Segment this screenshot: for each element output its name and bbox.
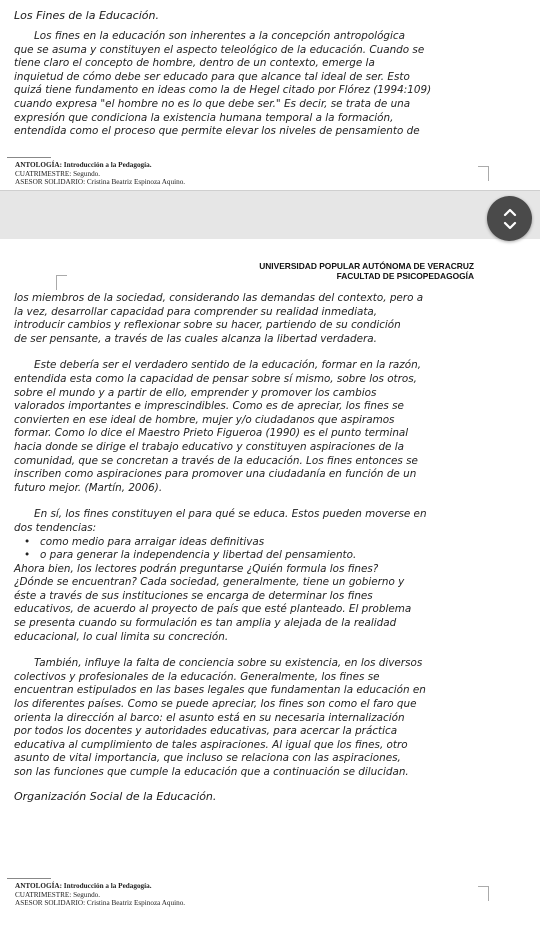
footer-asesor-label: ASESOR SOLIDARIO: bbox=[15, 178, 86, 187]
text-line: inscriben como aspiraciones para promover una ciudadanía en función de un bbox=[14, 468, 417, 481]
text-line: son las funciones que cumple la educación que a continuación se dilucidan. bbox=[14, 766, 409, 778]
footer-antologia-label: ANTOLOGÍA: bbox=[15, 882, 62, 890]
section-heading: Organización Social de la Educación. bbox=[14, 789, 217, 803]
text-line: de ser pensante, a través de las cuales alcanza la libertad verdadera. bbox=[14, 332, 377, 345]
text-line: encuentran estipulados en las bases legales que fundamentan la educación en bbox=[14, 684, 426, 697]
page-title: Los Fines de la Educación. bbox=[14, 9, 159, 22]
document-page-1 bbox=[0, 0, 540, 190]
footer-cuatrimestre-value: Segundo. bbox=[73, 890, 101, 899]
crop-mark bbox=[56, 275, 67, 290]
footer-asesor-label: ASESOR SOLIDARIO: bbox=[15, 899, 86, 908]
text-line: entendida esta como la capacidad de pensar sobre sí mismo, sobre los otros, bbox=[14, 372, 417, 385]
text-line: éste a través de sus instituciones se encarga de determinar los fines bbox=[14, 589, 373, 602]
text-line: que se asuma y constituyen el aspecto teleológico de la educación. Cuando se bbox=[14, 43, 425, 56]
footer-asesor-value: Cristina Beatriz Espinoza Aquino. bbox=[86, 178, 186, 187]
text-line: inquietud de cómo debe ser educado para que alcance tal ideal de ser. Esto bbox=[14, 70, 410, 83]
text-line: valorados importantes e imprescindibles. Como es de apreciar, los fines se bbox=[14, 400, 404, 413]
paragraph-fines-intro bbox=[14, 30, 431, 139]
list-item: • o para generar la independencia y libertad del pensamiento. bbox=[40, 549, 526, 563]
text-line: futuro mejor. (Martín, 2006). bbox=[14, 481, 163, 494]
text-line: educativa al cumplimiento de tales aspiraciones. Al igual que los fines, otro bbox=[14, 738, 408, 751]
text-line: comunidad, que se concretan a través de la educación. Los fines entonces se bbox=[14, 454, 418, 467]
text-line: colectivos y profesionales de la educación. Generalmente, los fines se bbox=[14, 670, 380, 683]
footer-antologia-value: Introducción a la Pedagogía. bbox=[63, 882, 152, 890]
footer-cuatrimestre-label: CUATRIMESTRE: bbox=[15, 890, 72, 899]
university-name: UNIVERSIDAD POPULAR AUTÓNOMA DE VERACRUZ bbox=[259, 261, 474, 271]
faculty-name: FACULTAD DE PSICOPEDAGOGÍA bbox=[336, 271, 474, 281]
text-line: expresión que condiciona la existencia humana temporal a la formación, bbox=[14, 111, 394, 124]
footer-asesor-value: Cristina Beatriz Espinoza Aquino. bbox=[86, 899, 186, 908]
paragraph-para-que bbox=[14, 508, 526, 644]
text-line: los diferentes países. Como se puede apreciar, los fines son como el faro que bbox=[14, 698, 417, 711]
page-gap bbox=[0, 190, 540, 241]
text-line: hacia donde se dirige el trabajo educativo y constituyen aspiraciones de la bbox=[14, 440, 404, 453]
text-line: se presenta cuando su formulación es tan amplia y alejada de la realidad bbox=[14, 617, 397, 630]
text-line: orienta la dirección al barco: el asunto está en su necesaria internalización bbox=[14, 711, 405, 724]
document-page-2 bbox=[0, 239, 540, 933]
footer-cuatrimestre-label: CUATRIMESTRE: bbox=[15, 169, 72, 178]
text-line: En sí, los fines constituyen el para qué se educa. Estos pueden moverse en bbox=[34, 508, 427, 521]
text-line: la vez, desarrollar capacidad para comprender su realidad inmediata, bbox=[14, 305, 378, 318]
text-line: sobre el mundo y a partir de ello, emprender y promover los cambios bbox=[14, 386, 377, 399]
page-header bbox=[259, 261, 474, 281]
crop-mark bbox=[478, 166, 489, 181]
page-footer bbox=[15, 161, 185, 187]
text-line: por todos los docentes y autoridades educativas, para acercar la práctica bbox=[14, 725, 398, 738]
text-line: entendida como el proceso que permite elevar los niveles de pensamiento de bbox=[14, 125, 420, 138]
chevron-up-down-icon bbox=[502, 206, 518, 232]
text-line: asunto de vital importancia, que incluso se relaciona con las aspiraciones, bbox=[14, 752, 401, 765]
tendencias-list bbox=[14, 536, 526, 563]
text-line: formar. Como lo dice el Maestro Prieto Figueroa (1990) es el punto terminal bbox=[14, 427, 409, 440]
list-item: • como medio para arraigar ideas definitivas bbox=[40, 536, 526, 550]
text-line: quizá tiene fundamento en ideas como la de Hegel citado por Flórez (1994:109) bbox=[14, 84, 432, 97]
text-line: Los fines en la educación son inherentes a la concepción antropológica bbox=[34, 30, 405, 42]
text-line: dos tendencias: bbox=[14, 521, 97, 534]
page-footer bbox=[15, 882, 185, 908]
paragraph-continuation bbox=[14, 292, 526, 346]
footer-cuatrimestre-value: Segundo. bbox=[73, 169, 101, 178]
text-line: los miembros de la sociedad, considerando las demandas del contexto, pero a bbox=[14, 292, 424, 304]
text-line: También, influye la falta de conciencia sobre su existencia, en los diversos bbox=[34, 657, 423, 670]
text-line: Ahora bien, los lectores podrán preguntarse ¿Quién formula los fines? bbox=[14, 562, 379, 575]
page-scroll-button[interactable] bbox=[487, 196, 532, 241]
footer-antologia-label: ANTOLOGÍA: bbox=[15, 161, 62, 169]
text-line: introducir cambios y reflexionar sobre su hacer, partiendo de su condición bbox=[14, 319, 401, 332]
text-line: ¿Dónde se encuentran? Cada sociedad, generalmente, tiene un gobierno y bbox=[14, 576, 405, 589]
text-line: tiene claro el concepto de hombre, dentro de un contexto, emerge la bbox=[14, 57, 375, 70]
paragraph-conciencia bbox=[14, 657, 526, 779]
text-line: cuando expresa "el hombre no es lo que debe ser." Es decir, se trata de una bbox=[14, 97, 411, 110]
paragraph-sentido bbox=[14, 359, 526, 495]
footer-antologia-value: Introducción a la Pedagogía. bbox=[63, 161, 152, 169]
crop-mark bbox=[478, 886, 489, 901]
text-line: Este debería ser el verdadero sentido de la educación, formar en la razón, bbox=[34, 359, 422, 372]
text-line: educacional, lo cual limita su concreción. bbox=[14, 630, 229, 643]
text-line: educativos, de acuerdo al proyecto de país que esté planteado. El problema bbox=[14, 603, 412, 616]
text-line: convierten en ese ideal de hombre, mujer y/o ciudadanos que aspiramos bbox=[14, 413, 395, 426]
